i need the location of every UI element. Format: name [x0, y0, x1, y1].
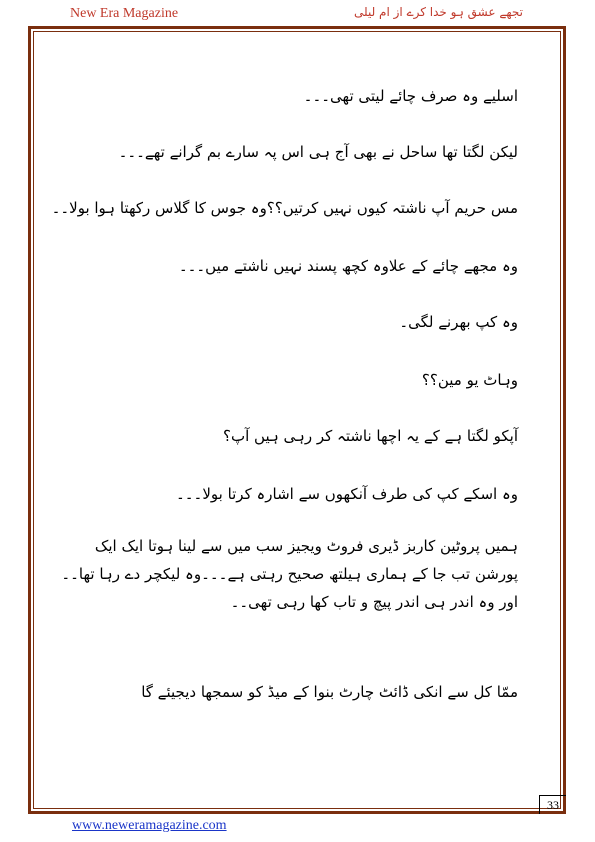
paragraph: مس حریم آپ ناشتہ کیوں نہیں کرتیں؟؟وہ جوس کا گلاس رکھتا ہوا بولا۔۔ [51, 199, 518, 217]
novel-title: تجھے عشق ہو خدا کرے از ام لیلی [353, 5, 523, 19]
website-link[interactable]: www.neweramagazine.com [72, 818, 227, 833]
paragraph: وہ اسکے کپ کی طرف آنکھوں سے اشارہ کرتا بولا۔۔۔ [175, 485, 518, 503]
paragraph: وہاٹ یو مین؟؟ [421, 371, 518, 389]
paragraph: ہمیں پروٹین کاربز ڈیری فروٹ ویجیز سب میں سے لینا ہوتا ایک ایک پورشن تب جا کے ہماری ہیلتھ صحیح رہتی ہے۔۔۔وہ لیکچر دے رہا تھا۔۔اور وہ اندر ہی اندر پیچ و تاب کھا رہی تھی۔۔ [61, 537, 518, 611]
paragraph: وہ کپ بھرنے لگی۔ [399, 313, 518, 331]
paragraph: اسلیے وہ صرف چائے لیتی تھی۔۔۔ [303, 87, 518, 105]
page-number: 33 [539, 795, 566, 814]
paragraph: لیکن لگتا تھا ساحل نے بھی آج ہی اس پہ سارے بم گرانے تھے۔۔۔ [118, 143, 518, 161]
paragraph: آپکو لگتا ہے کے یہ اچھا ناشتہ کر رہی ہیں آپ؟ [223, 427, 518, 445]
paragraph: ممّا کل سے انکی ڈائٹ چارٹ بنوا کے میڈ کو سمجھا دیجیئے گا [141, 683, 518, 701]
magazine-name: New Era Magazine [70, 6, 179, 21]
paragraph: وہ مجھے چائے کے علاوہ کچھ پسند نہیں ناشتے میں۔۔۔ [178, 257, 518, 275]
